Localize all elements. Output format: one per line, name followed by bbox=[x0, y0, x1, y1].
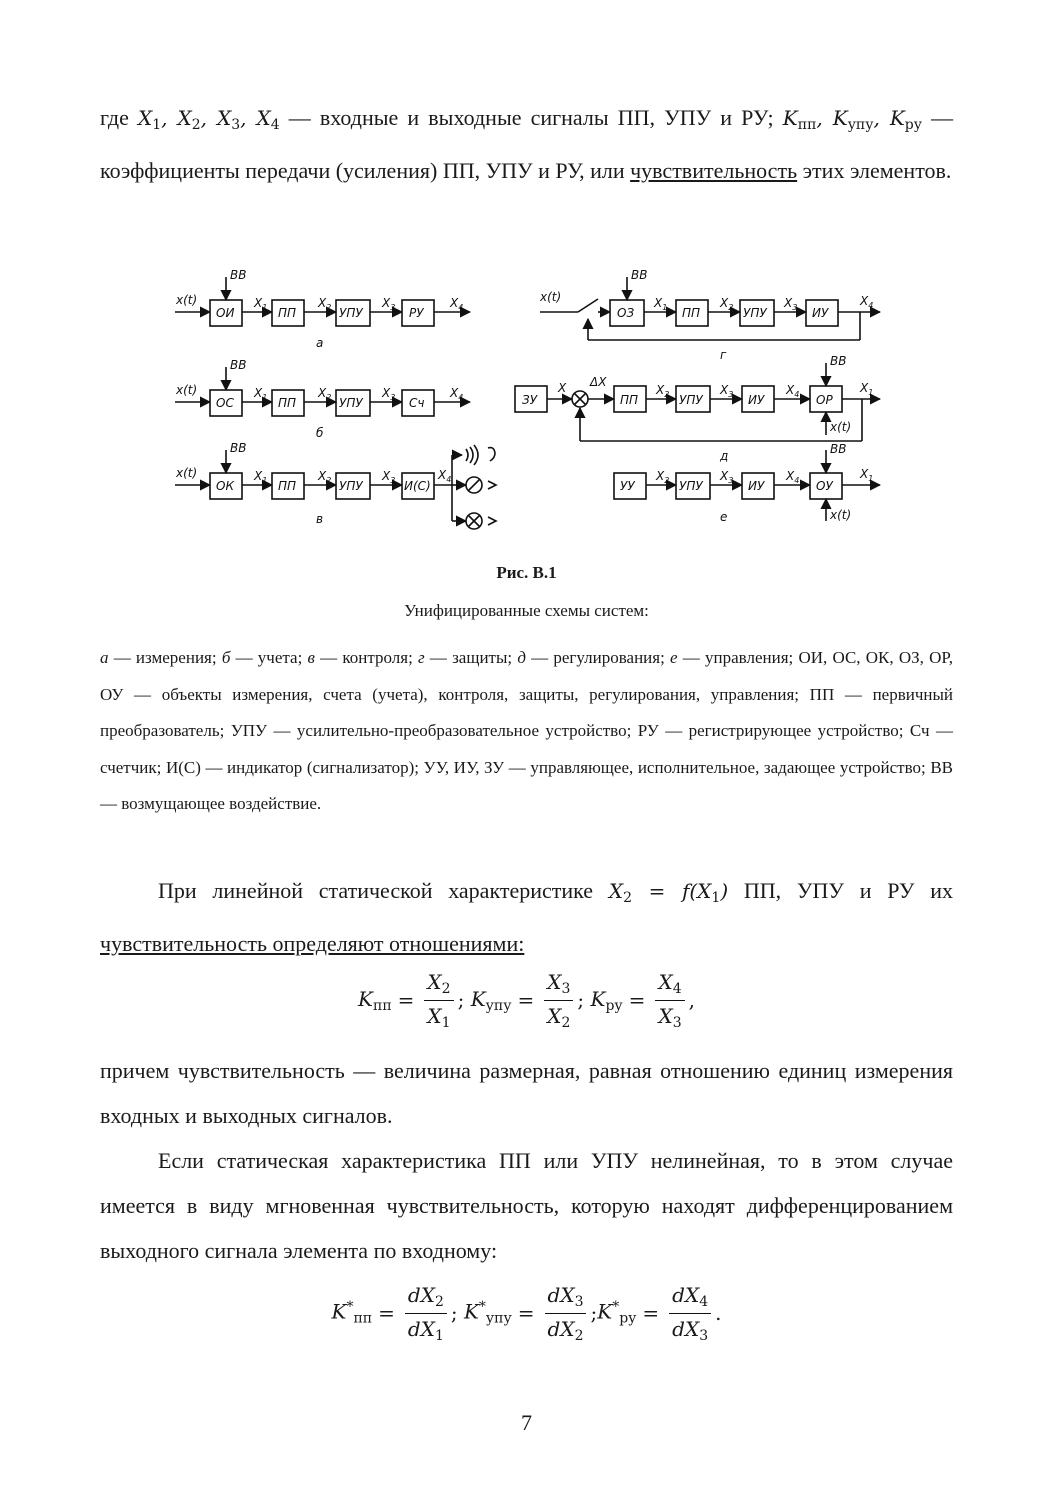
block-ok: ОК bbox=[216, 479, 234, 493]
block-iu: ИУ bbox=[812, 306, 829, 320]
svg-text:X3: $X_3$ bbox=[720, 469, 734, 485]
svg-text:ИУ: ИУ bbox=[748, 393, 765, 407]
coefficients-list: $K_{пп}$, $K_{упу}$, $K_{ру}$ bbox=[782, 106, 922, 133]
block-upu: УПУ bbox=[339, 306, 363, 320]
intro-text-1: где bbox=[100, 105, 138, 130]
page-number: 7 bbox=[521, 1410, 532, 1435]
intro-paragraph bbox=[100, 95, 953, 193]
svg-text:ВВ: ВВ bbox=[830, 442, 847, 456]
paragraph-linear: При линейной статической характеристике $X_2 = f(X_1)$ ПП, УПУ и РУ их чувствительность определяют отношениями: bbox=[100, 878, 953, 956]
svg-text:X1: $X_1$ bbox=[860, 381, 874, 397]
block-uu: УУ bbox=[620, 479, 635, 493]
figure-caption-subtitle: Унифицированные схемы систем: bbox=[404, 601, 649, 620]
svg-text:x(t): x(t) bbox=[830, 508, 852, 522]
label-xt: x(t) bbox=[176, 293, 198, 307]
svg-text:X1: $X_1$ bbox=[254, 386, 268, 402]
signals-list: $X_1$, $X_2$, $X_3$, $X_4$ bbox=[138, 106, 280, 133]
svg-text:X2: $X_2$ bbox=[318, 386, 332, 402]
block-ou: ОУ bbox=[816, 479, 833, 493]
svg-text:X1: $X_1$ bbox=[860, 467, 874, 483]
svg-text:УПУ: УПУ bbox=[743, 306, 767, 320]
block-os: ОС bbox=[216, 396, 234, 410]
underlined-term: чувствительность bbox=[630, 158, 798, 183]
svg-text:X2: $X_2$ bbox=[656, 469, 670, 485]
svg-text:X3: $X_3$ bbox=[382, 469, 396, 485]
paragraph-dimensional: причем чувствительность — величина размерная, равная отношению единиц измерения входных и выходных сигналов. bbox=[100, 1058, 953, 1128]
svg-text:X4: $X_4$ bbox=[860, 294, 874, 310]
block-is: И(С) bbox=[404, 479, 431, 493]
svg-text:X2: $X_2$ bbox=[318, 296, 332, 312]
svg-text:УПУ: УПУ bbox=[679, 479, 703, 493]
svg-text:ВВ: ВВ bbox=[830, 354, 847, 368]
scheme-label-d: д bbox=[720, 449, 729, 463]
label-dx: ΔX bbox=[590, 375, 607, 389]
svg-text:x(t): x(t) bbox=[176, 466, 198, 480]
svg-text:X4: $X_4$ bbox=[786, 469, 800, 485]
svg-text:X: X bbox=[558, 381, 567, 395]
svg-text:X1: $X_1$ bbox=[654, 296, 668, 312]
svg-text:УПУ: УПУ bbox=[339, 396, 363, 410]
scheme-label-b: б bbox=[316, 426, 324, 440]
scheme-label-e: е bbox=[720, 510, 728, 524]
svg-text:X4: $X_4$ bbox=[450, 386, 464, 402]
svg-text:ВВ: ВВ bbox=[230, 441, 247, 455]
svg-text:УПУ: УПУ bbox=[679, 393, 703, 407]
intro-text-3: — коэффициенты передачи (усиления) ПП, УПУ и РУ, или bbox=[100, 105, 954, 183]
figure-caption-title: Рис. В.1 bbox=[496, 563, 557, 582]
svg-text:X3: $X_3$ bbox=[382, 296, 396, 312]
svg-text:X4: $X_4$ bbox=[786, 383, 800, 399]
svg-text:X4: $X_4$ bbox=[438, 468, 452, 484]
scheme-label-g: г bbox=[720, 348, 727, 362]
block-or: ОР bbox=[816, 393, 833, 407]
scheme-g bbox=[540, 277, 880, 340]
svg-text:x(t): x(t) bbox=[540, 290, 562, 304]
intro-text-2: — входные и выходные сигналы ПП, УПУ и РУ; bbox=[288, 105, 783, 130]
svg-text:X3: $X_3$ bbox=[720, 383, 734, 399]
svg-text:X2: $X_2$ bbox=[318, 469, 332, 485]
block-oi: ОИ bbox=[216, 306, 235, 320]
svg-text:ВВ: ВВ bbox=[631, 268, 648, 282]
svg-text:X1: $X_1$ bbox=[254, 296, 268, 312]
svg-text:X2: $X_2$ bbox=[720, 296, 734, 312]
svg-text:ИУ: ИУ bbox=[748, 479, 765, 493]
block-zu: ЗУ bbox=[522, 393, 538, 407]
svg-text:X4: $X_4$ bbox=[450, 296, 464, 312]
formula-sensitivity: $K_{пп}$ = $\frac{X_2}{X_1}$ ; $K_{упу}$ = $\frac{X_3}{X_2}$ ; $K_{ру}$ = $\frac{X_4}{X_3}$ , bbox=[358, 969, 695, 1031]
figure-legend: а — измерения; б — учета; в — контроля; г — защиты; д — регулирования; е — управления; ОИ, ОС, ОК, ОЗ, ОР, ОУ — объекты измерения, счета (учета), контроля, защиты, регулирования, управления; ПП — первичный преобразователь; УПУ — усилительно-преобразовательное устройство; РУ — регистрирующее устройство; Сч — счетчик; И(С) — индикатор (сигнализатор); УУ, ИУ, ЗУ — управляющее, исполнительное, задающее устройство; ВВ — возмущающее воздействие. bbox=[100, 648, 953, 813]
svg-text:X1: $X_1$ bbox=[254, 469, 268, 485]
svg-text:X2: $X_2$ bbox=[656, 383, 670, 399]
svg-text:ПП: ПП bbox=[278, 396, 297, 410]
svg-text:ВВ: ВВ bbox=[230, 358, 247, 372]
figure-b1-diagram bbox=[170, 255, 890, 550]
svg-text:x(t): x(t) bbox=[830, 420, 852, 434]
scheme-label-v: в bbox=[316, 512, 324, 526]
block-ru: РУ bbox=[409, 306, 424, 320]
svg-text:X3: $X_3$ bbox=[784, 296, 798, 312]
svg-text:ПП: ПП bbox=[278, 479, 297, 493]
svg-text:x(t): x(t) bbox=[176, 383, 198, 397]
block-sch: Сч bbox=[409, 396, 425, 410]
svg-text:X3: $X_3$ bbox=[382, 386, 396, 402]
paragraph-nonlinear: Если статическая характеристика ПП или УПУ нелинейная, то в этом случае имеется в виду мгновенная чувствительность, которую находят дифференцированием выходного сигнала элемента по входному: bbox=[100, 1148, 953, 1263]
formula-instant-sensitivity: $K^*_{пп}$ = $\frac{dX_2}{dX_1}$ ; $K^*_{упу}$ = $\frac{dX_3}{dX_2}$ ; $K^*_{ру}$ = $\frac{dX_4}{dX_3}$ . bbox=[331, 1282, 722, 1344]
intro-text-4: этих элементов. bbox=[797, 158, 952, 183]
block-oz: ОЗ bbox=[617, 306, 635, 320]
svg-text:УПУ: УПУ bbox=[339, 479, 363, 493]
block-pp: ПП bbox=[278, 306, 297, 320]
svg-text:ПП: ПП bbox=[620, 393, 639, 407]
scheme-label-a: а bbox=[316, 336, 324, 350]
svg-text:ПП: ПП bbox=[682, 306, 701, 320]
label-bb: ВВ bbox=[230, 268, 247, 282]
